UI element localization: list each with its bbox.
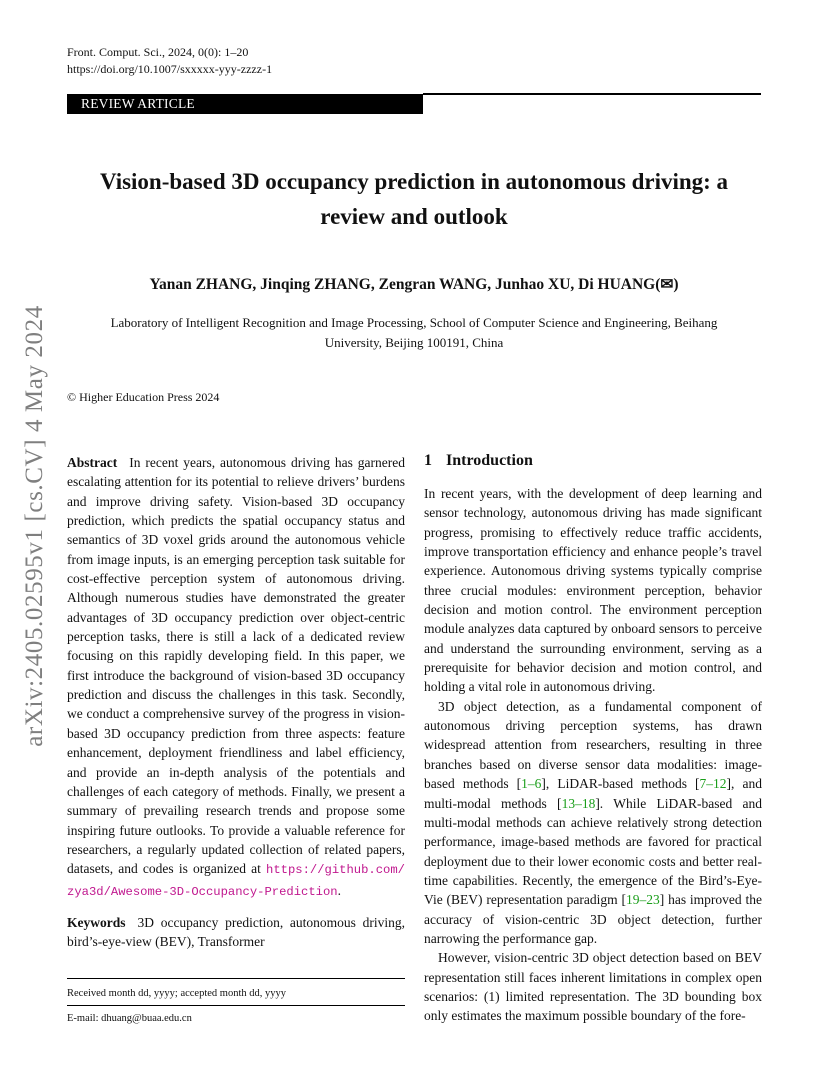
journal-citation: Front. Comput. Sci., 2024, 0(0): 1–20 — [67, 45, 249, 59]
intro-p2-text-b: ], LiDAR-based methods [ — [541, 776, 700, 792]
paper-title — [67, 164, 761, 234]
title-line-2: review and outlook — [320, 204, 508, 229]
abstract-column — [67, 453, 405, 952]
footnote-rule-top — [67, 978, 405, 979]
intro-paragraph-1: In recent years, with the development of deep learning and sensor technology, autonomous driving has made significant progress, promising to effectively reduce traffic accidents, improve transportation efficiency and enhance people’s travel experience. Autonomous driving systems typically comprise three crucial modules: environment perception, behavior decision and motion control. The environment perception module analyzes data captured by onboard sensors to perceive and understand the surrounding environment, serving as a prerequisite for behavior decision and motion control, and holding a vital role in autonomous driving. — [424, 486, 762, 695]
article-type-banner — [67, 94, 423, 114]
keywords-label: Keywords — [67, 914, 126, 930]
article-type-label: REVIEW ARTICLE — [81, 96, 195, 111]
citation-link[interactable]: 13–18 — [561, 795, 596, 811]
intro-p2-text-e: ] has improved the accuracy of vision-centric 3D object detection, further narrowing the performance gap. — [424, 892, 762, 946]
email-note[interactable]: E-mail: dhuang@buaa.edu.cn — [67, 1013, 192, 1024]
repo-link-part-2[interactable]: zya3d/Awesome-3D-Occupancy-Prediction — [67, 884, 338, 899]
affiliation-line-2: University, Beijing 100191, China — [324, 335, 504, 350]
received-note: Received month dd, yyyy; accepted month dd, yyyy — [67, 988, 286, 999]
header-rule — [423, 93, 761, 95]
citation-link[interactable]: 1–6 — [521, 776, 542, 792]
footnote-rule-bottom — [67, 1005, 405, 1006]
section-title: Introduction — [446, 452, 533, 469]
keywords-text: 3D occupancy prediction, autonomous driving, bird’s-eye-view (BEV), Transformer — [67, 914, 405, 950]
section-number: 1 — [424, 452, 432, 469]
abstract — [67, 453, 405, 902]
intro-p2-text-d: ]. While LiDAR-based and multi-modal methods can achieve relatively strong detection performance, image-based methods are favored for practical deployment due to their lower economic costs and better real-time capabilities. Recently, the emergence of the Bird’s-Eye-Vie (BEV) representation paradigm [ — [424, 795, 762, 908]
affiliation — [80, 313, 748, 353]
intro-paragraph-2 — [424, 697, 762, 948]
journal-doi[interactable]: https://doi.org/10.1007/sxxxxx-yyy-zzzz-1 — [67, 62, 273, 76]
citation-link[interactable]: 19–23 — [625, 892, 660, 908]
copyright-notice: © Higher Education Press 2024 — [67, 390, 220, 404]
repo-link-part-1[interactable]: https://github.com/ — [266, 863, 405, 878]
abstract-end: . — [337, 882, 341, 898]
citation-link[interactable]: 7–12 — [699, 776, 727, 792]
journal-header — [67, 44, 272, 78]
intro-paragraph-3: However, vision-centric 3D object detection based on BEV representation still faces inherent limitations in complex open scenarios: (1) limited representation. The 3D bounding box only estimates the maximum possible boundary of the fore- — [424, 950, 762, 1024]
section-heading-introduction — [424, 450, 533, 472]
introduction-column — [424, 484, 762, 1026]
intro-p2-text-c: ], and multi-modal methods [ — [424, 776, 762, 811]
title-line-1: Vision-based 3D occupancy prediction in autonomous driving: a — [99, 169, 729, 194]
intro-p2-text-a: 3D object detection, as a fundamental component of autonomous driving perception systems, has drawn widespread attention from researchers, resulting in three branches based on diverse sensor data modalities: image-based methods [ — [424, 698, 762, 792]
abstract-label: Abstract — [67, 455, 118, 470]
keywords — [67, 913, 405, 952]
abstract-text: In recent years, autonomous driving has garnered escalating attention for its potential to relieve drivers’ burdens and improve driving safety. Vision-based 3D occupancy prediction, which predicts the spatial occupancy status and semantics of 3D voxel grids around the autonomous vehicle from image inputs, is an emerging perception task suitable for cost-effective perception system of autonomous driving. Although numerous studies have demonstrated the greater advantages of 3D occupancy prediction over object-centric perception tasks, there is still a lack of a dedicated review focusing on this rapidly developing field. In this paper, we first introduce the background of vision-based 3D occupancy prediction and discuss the challenges in this task. Secondly, we conduct a comprehensive survey of the progress in vision-based 3D occupancy prediction from three aspects: feature enhancement, deployment friendliness and label efficiency, and provide an in-depth analysis of the potentials and challenges of each category of methods. Finally, we present a summary of prevailing research trends and propose some inspiring future outlooks. To provide a valuable reference for researchers, a regularly updated collection of related papers, datasets, and codes is organized at — [67, 455, 405, 877]
affiliation-line-1: Laboratory of Intelligent Recognition and Image Processing, School of Computer Science and Engineering, Beihang — [110, 315, 718, 330]
arxiv-stamp-text: arXiv:2405.02595v1 [cs.CV] 4 May 2024 — [21, 305, 48, 747]
author-list: Yanan ZHANG, Jinqing ZHANG, Zengran WANG, Junhao XU, Di HUANG(✉) — [149, 276, 679, 293]
